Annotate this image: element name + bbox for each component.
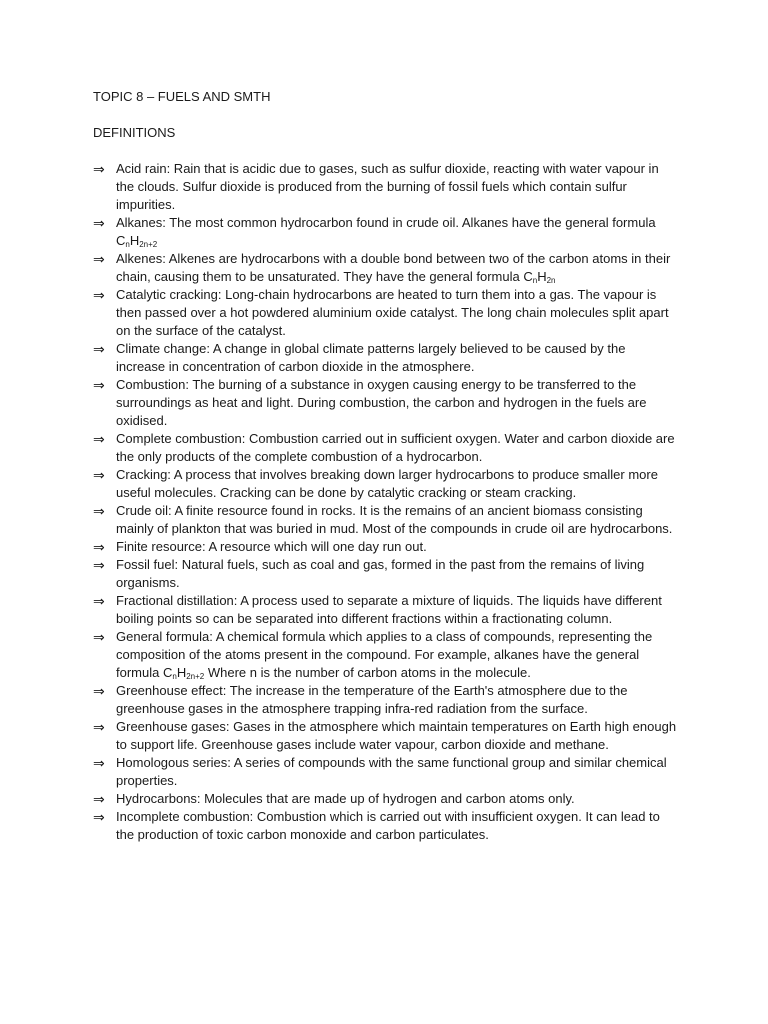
definitions-list	[93, 160, 678, 844]
definition-body: Finite resource: A resource which will one day run out.	[116, 539, 427, 554]
definition-body: Greenhouse gases: Gases in the atmosphere which maintain temperatures on Earth high enough to support life. Greenhouse gases include water vapour, carbon dioxide and methane.	[116, 719, 677, 752]
definition-continuation: Where n is the number of carbon atoms in the molecule.	[204, 665, 531, 680]
formula-c: C	[162, 665, 173, 680]
definition-text	[116, 376, 678, 430]
arrow-bullet-icon: ⇒	[93, 791, 105, 807]
formula-c: C	[116, 233, 126, 248]
formula-cs: n	[532, 276, 538, 285]
arrow-bullet-icon: ⇒	[93, 809, 105, 825]
formula-hs: 2n+2	[186, 672, 205, 681]
definition-body: Climate change: A change in global climate patterns largely believed to be caused by the increase in concentration of carbon dioxide in the atmosphere.	[116, 341, 626, 374]
arrow-bullet-icon: ⇒	[93, 467, 105, 483]
list-item	[93, 376, 678, 430]
arrow-bullet-icon: ⇒	[93, 593, 105, 609]
arrow-bullet-icon: ⇒	[93, 251, 105, 267]
list-item	[93, 592, 678, 628]
list-item	[93, 286, 678, 340]
document-title: TOPIC 8 – FUELS AND SMTH	[93, 89, 271, 104]
list-item	[93, 556, 678, 592]
arrow-bullet-icon: ⇒	[93, 755, 105, 771]
list-item	[93, 628, 678, 682]
arrow-bullet-icon: ⇒	[93, 341, 105, 357]
general-formula	[116, 233, 157, 248]
definition-body: Fractional distillation: A process used to separate a mixture of liquids. The liquids have different boiling points so can be separated into different fractions within a fractionating column.	[116, 593, 662, 626]
arrow-bullet-icon: ⇒	[93, 431, 105, 447]
list-item	[93, 340, 678, 376]
definition-body: Acid rain: Rain that is acidic due to gases, such as sulfur dioxide, reacting with water vapour in the clouds. Sulfur dioxide is produced from the burning of fossil fuels which contain sulfur impurities.	[116, 161, 659, 212]
list-item	[93, 682, 678, 718]
general-formula	[523, 269, 555, 284]
list-item	[93, 160, 678, 214]
definition-text	[116, 214, 678, 250]
definition-text	[116, 160, 678, 214]
list-item	[93, 718, 678, 754]
arrow-bullet-icon: ⇒	[93, 377, 105, 393]
definition-body: Alkenes: Alkenes are hydrocarbons with a double bond between two of the carbon atoms in their chain, causing them to be unsaturated. They have the general formula	[116, 251, 671, 284]
definition-body: Combustion: The burning of a substance in oxygen causing energy to be transferred to the surroundings as heat and light. During combustion, the carbon and hydrogen in the fuels are oxidised.	[116, 377, 647, 428]
list-item	[93, 790, 678, 808]
definition-body: Cracking: A process that involves breaking down larger hydrocarbons to produce smaller more useful molecules. Cracking can be done by catalytic cracking or steam cracking.	[116, 467, 658, 500]
definition-text	[116, 538, 678, 556]
formula-cs: n	[172, 672, 177, 681]
list-item	[93, 430, 678, 466]
definition-body: Complete combustion: Combustion carried out in sufficient oxygen. Water and carbon dioxide are the only products of the complete combustion of a hydrocarbon.	[116, 431, 675, 464]
list-item	[93, 466, 678, 502]
definition-text	[116, 466, 678, 502]
formula-c: C	[523, 269, 533, 284]
arrow-bullet-icon: ⇒	[93, 539, 105, 555]
arrow-bullet-icon: ⇒	[93, 557, 105, 573]
definition-text	[116, 682, 678, 718]
list-item	[93, 214, 678, 250]
list-item	[93, 250, 678, 286]
formula-hs: 2n+2	[139, 240, 158, 249]
formula-h: H	[129, 233, 140, 248]
definition-body: Homologous series: A series of compounds with the same functional group and similar chemical properties.	[116, 755, 667, 788]
arrow-bullet-icon: ⇒	[93, 683, 105, 699]
definition-text	[116, 754, 678, 790]
list-item	[93, 808, 678, 844]
list-item	[93, 754, 678, 790]
formula-h: H	[176, 665, 187, 680]
definition-body: Greenhouse effect: The increase in the temperature of the Earth's atmosphere due to the greenhouse gases in the atmosphere trapping infra-red radiation from the surface.	[116, 683, 628, 716]
definition-body: Catalytic cracking: Long-chain hydrocarbons are heated to turn them into a gas. The vapour is then passed over a hot powdered aluminium oxide catalyst. The long chain molecules split apart on the surface of the catalyst.	[116, 287, 669, 338]
list-item	[93, 538, 678, 556]
arrow-bullet-icon: ⇒	[93, 215, 105, 231]
arrow-bullet-icon: ⇒	[93, 719, 105, 735]
definition-text	[116, 502, 678, 538]
definition-body: Fossil fuel: Natural fuels, such as coal and gas, formed in the past from the remains of living organisms.	[116, 557, 645, 590]
formula-cs: n	[125, 240, 130, 249]
general-formula	[163, 665, 204, 680]
definition-body: General formula: A chemical formula which applies to a class of compounds, representing the composition of the atoms present in the compound. For example, alkanes have the general formula	[116, 629, 653, 680]
definition-text	[116, 790, 678, 808]
arrow-bullet-icon: ⇒	[93, 287, 105, 303]
definition-body: Hydrocarbons: Molecules that are made up of hydrogen and carbon atoms only.	[116, 791, 575, 806]
definition-text	[116, 556, 678, 592]
list-item	[93, 502, 678, 538]
definition-text	[116, 592, 678, 628]
definition-text	[116, 250, 678, 286]
definition-body: Incomplete combustion: Combustion which is carried out with insufficient oxygen. It can lead to the production of toxic carbon monoxide and carbon particulates.	[116, 809, 660, 842]
section-heading: DEFINITIONS	[93, 125, 176, 140]
formula-hs: 2n	[546, 276, 556, 285]
definition-body: Crude oil: A finite resource found in rocks. It is the remains of an ancient biomass consisting mainly of plankton that was buried in mud. Most of the compounds in crude oil are hydrocarbons.	[116, 503, 673, 536]
definition-text	[116, 286, 678, 340]
definition-text	[116, 718, 678, 754]
arrow-bullet-icon: ⇒	[93, 629, 105, 645]
arrow-bullet-icon: ⇒	[93, 503, 105, 519]
definition-text	[116, 340, 678, 376]
arrow-bullet-icon: ⇒	[93, 161, 105, 177]
definition-text	[116, 808, 678, 844]
definition-text	[116, 430, 678, 466]
definition-body: Alkanes: The most common hydrocarbon found in crude oil. Alkanes have the general formula	[116, 215, 656, 230]
formula-h: H	[537, 269, 547, 284]
definition-text	[116, 628, 678, 682]
